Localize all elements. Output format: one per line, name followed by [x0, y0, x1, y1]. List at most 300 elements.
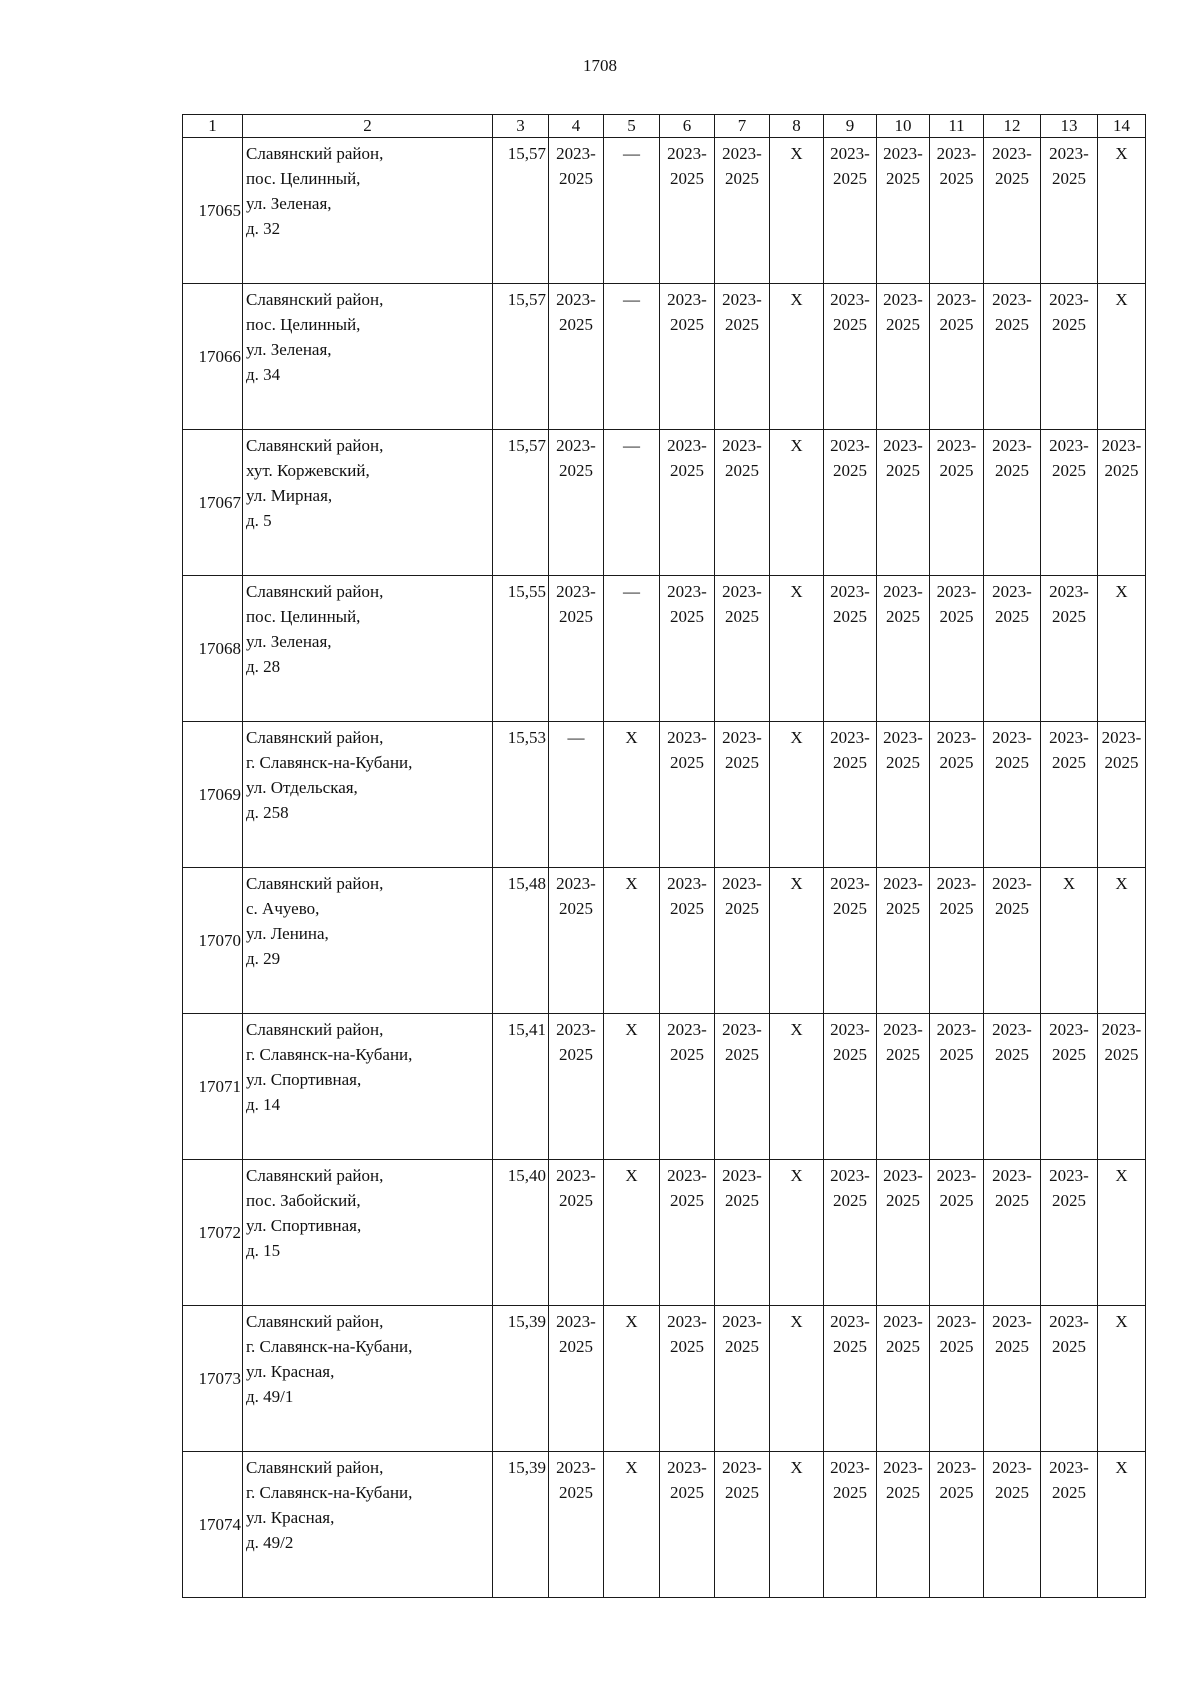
cell-text: X: [1115, 582, 1128, 601]
cell-text: X: [1062, 874, 1076, 893]
table-row: [183, 576, 1146, 722]
address-line: пос. Целинный,: [246, 607, 361, 626]
period-cell-col-7: [715, 1306, 770, 1452]
cell-text: 2023- 2025: [722, 582, 762, 626]
period-cell-col-9: [824, 576, 877, 722]
cell-text: 2023- 2025: [936, 290, 977, 334]
column-header-12: 12: [984, 115, 1041, 138]
cell-text: X: [1115, 290, 1128, 309]
period-cell-col-5: [604, 722, 660, 868]
period-cell-col-7: [715, 138, 770, 284]
period-cell-col-5: [604, 1306, 660, 1452]
address-line: д. 32: [246, 219, 281, 238]
period-cell-col-12: [984, 138, 1041, 284]
address-line: ул. Мирная,: [246, 486, 333, 505]
address-line: д. 29: [246, 949, 281, 968]
cell-text: 2023- 2025: [936, 874, 977, 918]
period-cell-col-12: [984, 284, 1041, 430]
cell-text: 2023- 2025: [667, 874, 707, 918]
period-cell-col-11: [930, 1452, 984, 1598]
row-number-cell: 17072: [183, 1160, 243, 1306]
period-cell-col-6: [660, 1452, 715, 1598]
period-cell-col-13: [1041, 1014, 1098, 1160]
address-line: с. Ачуево,: [246, 899, 320, 918]
period-cell-col-6: [660, 284, 715, 430]
period-cell-col-14: [1098, 284, 1146, 430]
cell-text: —: [623, 582, 640, 601]
row-number-cell: 17069: [183, 722, 243, 868]
table-row: [183, 284, 1146, 430]
cell-text: 2023- 2025: [1049, 1166, 1089, 1210]
cell-text: 2023- 2025: [830, 728, 870, 772]
cell-text: 2023- 2025: [722, 1312, 762, 1356]
period-cell-col-10: [877, 868, 930, 1014]
period-cell-col-6: [660, 1014, 715, 1160]
period-cell-col-7: [715, 722, 770, 868]
address-line: г. Славянск-на-Кубани,: [246, 1045, 413, 1064]
row-number-cell: 17065: [183, 138, 243, 284]
cell-text: 2023- 2025: [722, 728, 762, 772]
period-cell-col-14: [1098, 430, 1146, 576]
period-cell-col-11: [930, 430, 984, 576]
period-cell-col-7: [715, 576, 770, 722]
period-cell-col-11: [930, 1014, 984, 1160]
cell-text: 2023- 2025: [992, 1020, 1032, 1064]
period-cell-col-11: [930, 868, 984, 1014]
period-cell-col-14: [1098, 1452, 1146, 1598]
period-cell-col-10: [877, 722, 930, 868]
cell-text: X: [790, 582, 803, 601]
address-line: ул. Зеленая,: [246, 194, 332, 213]
cell-text: X: [625, 1458, 638, 1477]
table-body: [183, 138, 1146, 1598]
period-cell-col-8: [770, 284, 824, 430]
address-line: Славянский район,: [246, 1458, 384, 1477]
period-cell-col-9: [824, 430, 877, 576]
address-line: д. 15: [246, 1241, 281, 1260]
address-line: пос. Забойский,: [246, 1191, 361, 1210]
cell-text: 2023- 2025: [992, 436, 1032, 480]
period-cell-col-13: [1041, 868, 1098, 1014]
cell-text: 2023- 2025: [1049, 436, 1089, 480]
address-line: д. 49/1: [246, 1387, 294, 1406]
period-cell-col-12: [984, 1014, 1041, 1160]
address-line: г. Славянск-на-Кубани,: [246, 1337, 413, 1356]
cell-text: 2023- 2025: [830, 1166, 870, 1210]
value-cell: 15,40: [493, 1160, 549, 1306]
cell-text: 2023- 2025: [556, 1166, 596, 1210]
period-cell-col-8: [770, 1452, 824, 1598]
cell-text: X: [1115, 144, 1128, 163]
row-number-cell: 17068: [183, 576, 243, 722]
cell-text: 2023- 2025: [992, 728, 1032, 772]
value-cell: 15,57: [493, 284, 549, 430]
cell-text: 2023- 2025: [667, 1166, 707, 1210]
cell-text: 2023- 2025: [667, 582, 707, 626]
period-cell-col-8: [770, 1014, 824, 1160]
cell-text: 2023- 2025: [1049, 728, 1089, 772]
address-line: ул. Ленина,: [246, 924, 329, 943]
cell-text: X: [790, 1458, 803, 1477]
cell-text: 2023- 2025: [936, 728, 977, 772]
cell-text: 2023- 2025: [722, 1166, 762, 1210]
address-line: д. 34: [246, 365, 281, 384]
period-cell-col-4: [549, 868, 604, 1014]
period-cell-col-14: [1098, 722, 1146, 868]
cell-text: 2023- 2025: [830, 290, 870, 334]
period-cell-col-7: [715, 1014, 770, 1160]
cell-text: 2023- 2025: [992, 582, 1032, 626]
cell-text: 2023- 2025: [992, 1458, 1032, 1502]
address-line: Славянский район,: [246, 436, 384, 455]
table-row: [183, 138, 1146, 284]
cell-text: X: [790, 1020, 803, 1039]
address-line: ул. Красная,: [246, 1508, 335, 1527]
address-line: ул. Красная,: [246, 1362, 335, 1381]
column-header-3: 3: [493, 115, 549, 138]
address-line: ул. Спортивная,: [246, 1070, 362, 1089]
cell-text: 2023- 2025: [1049, 144, 1089, 188]
address-cell: [243, 1014, 493, 1160]
period-cell-col-14: [1098, 1014, 1146, 1160]
column-header-1: 1: [183, 115, 243, 138]
cell-text: 2023- 2025: [1049, 1020, 1089, 1064]
cell-text: X: [790, 436, 803, 455]
period-cell-col-10: [877, 1014, 930, 1160]
value-cell: 15,41: [493, 1014, 549, 1160]
period-cell-col-9: [824, 722, 877, 868]
period-cell-col-13: [1041, 1160, 1098, 1306]
cell-text: 2023- 2025: [830, 1020, 870, 1064]
cell-text: 2023- 2025: [667, 1458, 707, 1502]
cell-text: 2023- 2025: [883, 1020, 923, 1064]
address-line: ул. Зеленая,: [246, 632, 332, 651]
address-line: д. 28: [246, 657, 281, 676]
column-header-13: 13: [1041, 115, 1098, 138]
cell-text: 2023- 2025: [936, 582, 977, 626]
address-cell: [243, 284, 493, 430]
period-cell-col-4: [549, 430, 604, 576]
table-row: [183, 1014, 1146, 1160]
address-line: Славянский район,: [246, 728, 384, 747]
address-line: ул. Спортивная,: [246, 1216, 362, 1235]
address-line: г. Славянск-на-Кубани,: [246, 1483, 413, 1502]
row-number-cell: 17073: [183, 1306, 243, 1452]
cell-text: 2023- 2025: [667, 144, 707, 188]
period-cell-col-10: [877, 138, 930, 284]
period-cell-col-7: [715, 284, 770, 430]
period-cell-col-11: [930, 576, 984, 722]
address-line: пос. Целинный,: [246, 315, 361, 334]
period-cell-col-13: [1041, 1306, 1098, 1452]
cell-text: X: [790, 728, 803, 747]
cell-text: 2023- 2025: [830, 1312, 870, 1356]
cell-text: 2023- 2025: [556, 290, 596, 334]
address-line: хут. Коржевский,: [246, 461, 370, 480]
cell-text: 2023- 2025: [992, 144, 1032, 188]
cell-text: 2023- 2025: [722, 290, 762, 334]
cell-text: 2023- 2025: [556, 1020, 596, 1064]
period-cell-col-12: [984, 722, 1041, 868]
period-cell-col-7: [715, 868, 770, 1014]
cell-text: X: [790, 1166, 803, 1185]
value-cell: 15,57: [493, 430, 549, 576]
column-header-9: 9: [824, 115, 877, 138]
address-line: д. 49/2: [246, 1533, 294, 1552]
cell-text: 2023- 2025: [992, 290, 1032, 334]
cell-text: —: [623, 436, 640, 455]
period-cell-col-4: [549, 138, 604, 284]
address-cell: [243, 868, 493, 1014]
value-cell: 15,57: [493, 138, 549, 284]
column-header-2: 2: [243, 115, 493, 138]
period-cell-col-9: [824, 284, 877, 430]
period-cell-col-9: [824, 1306, 877, 1452]
column-header-4: 4: [549, 115, 604, 138]
cell-text: 2023- 2025: [556, 144, 596, 188]
cell-text: 2023- 2025: [1101, 436, 1142, 480]
table-row: [183, 1160, 1146, 1306]
cell-text: X: [1115, 1312, 1128, 1331]
cell-text: 2023- 2025: [667, 1020, 707, 1064]
period-cell-col-10: [877, 430, 930, 576]
period-cell-col-4: [549, 1014, 604, 1160]
period-cell-col-4: [549, 1306, 604, 1452]
period-cell-col-8: [770, 1160, 824, 1306]
address-line: Славянский район,: [246, 144, 384, 163]
period-cell-col-14: [1098, 868, 1146, 1014]
period-cell-col-5: [604, 138, 660, 284]
cell-text: 2023- 2025: [883, 436, 923, 480]
cell-text: X: [1115, 874, 1128, 893]
period-cell-col-10: [877, 1306, 930, 1452]
cell-text: 2023- 2025: [1049, 290, 1089, 334]
period-cell-col-13: [1041, 138, 1098, 284]
cell-text: 2023- 2025: [667, 1312, 707, 1356]
period-cell-col-7: [715, 430, 770, 576]
cell-text: 2023- 2025: [883, 144, 923, 188]
column-header-10: 10: [877, 115, 930, 138]
period-cell-col-8: [770, 868, 824, 1014]
cell-text: 2023- 2025: [722, 874, 762, 918]
address-cell: [243, 1306, 493, 1452]
period-cell-col-12: [984, 576, 1041, 722]
address-line: Славянский район,: [246, 1166, 384, 1185]
cell-text: X: [625, 728, 638, 747]
period-cell-col-14: [1098, 138, 1146, 284]
cell-text: 2023- 2025: [830, 144, 870, 188]
address-cell: [243, 722, 493, 868]
cell-text: 2023- 2025: [936, 1312, 977, 1356]
cell-text: 2023- 2025: [992, 874, 1032, 918]
cell-text: 2023- 2025: [556, 1312, 596, 1356]
cell-text: X: [625, 1312, 638, 1331]
row-number-cell: 17070: [183, 868, 243, 1014]
address-line: д. 14: [246, 1095, 281, 1114]
period-cell-col-7: [715, 1452, 770, 1598]
period-cell-col-11: [930, 1306, 984, 1452]
period-cell-col-5: [604, 868, 660, 1014]
row-number-cell: 17066: [183, 284, 243, 430]
address-line: д. 5: [246, 511, 272, 530]
cell-text: 2023- 2025: [883, 1458, 923, 1502]
period-cell-col-14: [1098, 1306, 1146, 1452]
period-cell-col-4: [549, 1160, 604, 1306]
address-line: д. 258: [246, 803, 289, 822]
period-cell-col-13: [1041, 1452, 1098, 1598]
cell-text: 2023- 2025: [1101, 728, 1142, 772]
period-cell-col-4: [549, 1452, 604, 1598]
cell-text: X: [790, 874, 803, 893]
period-cell-col-11: [930, 284, 984, 430]
cell-text: 2023- 2025: [992, 1166, 1032, 1210]
column-header-7: 7: [715, 115, 770, 138]
cell-text: 2023- 2025: [722, 1020, 762, 1064]
cell-text: —: [567, 728, 585, 747]
period-cell-col-5: [604, 284, 660, 430]
period-cell-col-7: [715, 1160, 770, 1306]
period-cell-col-14: [1098, 576, 1146, 722]
period-cell-col-5: [604, 1014, 660, 1160]
period-cell-col-9: [824, 1452, 877, 1598]
period-cell-col-5: [604, 576, 660, 722]
period-cell-col-13: [1041, 284, 1098, 430]
data-table: [182, 114, 1146, 1598]
address-line: г. Славянск-на-Кубани,: [246, 753, 413, 772]
cell-text: 2023- 2025: [1049, 1458, 1089, 1502]
period-cell-col-12: [984, 868, 1041, 1014]
cell-text: —: [623, 144, 640, 163]
period-cell-col-12: [984, 1306, 1041, 1452]
period-cell-col-6: [660, 1160, 715, 1306]
cell-text: 2023- 2025: [883, 290, 923, 334]
cell-text: 2023- 2025: [556, 1458, 596, 1502]
period-cell-col-8: [770, 722, 824, 868]
cell-text: 2023- 2025: [830, 874, 870, 918]
address-line: Славянский район,: [246, 1020, 384, 1039]
table-row: [183, 722, 1146, 868]
cell-text: X: [1115, 1166, 1128, 1185]
period-cell-col-8: [770, 576, 824, 722]
cell-text: 2023- 2025: [936, 1166, 977, 1210]
period-cell-col-5: [604, 1452, 660, 1598]
period-cell-col-9: [824, 138, 877, 284]
period-cell-col-11: [930, 138, 984, 284]
row-number-cell: 17071: [183, 1014, 243, 1160]
address-cell: [243, 430, 493, 576]
cell-text: X: [790, 1312, 803, 1331]
cell-text: 2023- 2025: [883, 1166, 923, 1210]
column-header-6: 6: [660, 115, 715, 138]
cell-text: X: [625, 874, 638, 893]
cell-text: 2023- 2025: [722, 144, 762, 188]
row-number-cell: 17067: [183, 430, 243, 576]
period-cell-col-5: [604, 1160, 660, 1306]
cell-text: 2023- 2025: [883, 1312, 923, 1356]
cell-text: 2023- 2025: [667, 728, 707, 772]
period-cell-col-10: [877, 1452, 930, 1598]
table-row: [183, 1452, 1146, 1598]
cell-text: 2023- 2025: [556, 582, 596, 626]
period-cell-col-12: [984, 430, 1041, 576]
period-cell-col-8: [770, 138, 824, 284]
cell-text: 2023- 2025: [556, 436, 596, 480]
cell-text: 2023- 2025: [667, 436, 707, 480]
cell-text: 2023- 2025: [830, 582, 870, 626]
period-cell-col-6: [660, 138, 715, 284]
cell-text: 2023- 2025: [936, 1458, 977, 1502]
cell-text: 2023- 2025: [883, 582, 923, 626]
value-cell: 15,48: [493, 868, 549, 1014]
value-cell: 15,53: [493, 722, 549, 868]
header-row: [183, 115, 1146, 138]
cell-text: 2023- 2025: [1101, 1020, 1142, 1064]
cell-text: X: [625, 1166, 638, 1185]
period-cell-col-5: [604, 430, 660, 576]
address-cell: [243, 138, 493, 284]
period-cell-col-13: [1041, 722, 1098, 868]
cell-text: 2023- 2025: [722, 1458, 762, 1502]
period-cell-col-11: [930, 722, 984, 868]
period-cell-col-9: [824, 1160, 877, 1306]
address-line: Славянский район,: [246, 290, 384, 309]
period-cell-col-9: [824, 868, 877, 1014]
period-cell-col-13: [1041, 576, 1098, 722]
address-line: Славянский район,: [246, 1312, 384, 1331]
value-cell: 15,55: [493, 576, 549, 722]
cell-text: 2023- 2025: [883, 874, 923, 918]
cell-text: 2023- 2025: [556, 874, 596, 918]
cell-text: X: [790, 144, 803, 163]
page-number: 1708: [583, 56, 617, 75]
period-cell-col-6: [660, 576, 715, 722]
cell-text: X: [625, 1020, 638, 1039]
column-header-8: 8: [770, 115, 824, 138]
cell-text: X: [1115, 1458, 1128, 1477]
cell-text: 2023- 2025: [936, 1020, 977, 1064]
period-cell-col-11: [930, 1160, 984, 1306]
period-cell-col-6: [660, 868, 715, 1014]
value-cell: 15,39: [493, 1306, 549, 1452]
column-header-5: 5: [604, 115, 660, 138]
table-row: [183, 868, 1146, 1014]
address-cell: [243, 1452, 493, 1598]
column-header-14: 14: [1098, 115, 1146, 138]
cell-text: 2023- 2025: [667, 290, 707, 334]
column-header-11: 11: [930, 115, 984, 138]
cell-text: 2023- 2025: [936, 144, 977, 188]
cell-text: 2023- 2025: [830, 436, 870, 480]
address-line: ул. Отдельская,: [246, 778, 358, 797]
period-cell-col-8: [770, 430, 824, 576]
period-cell-col-14: [1098, 1160, 1146, 1306]
period-cell-col-6: [660, 1306, 715, 1452]
cell-text: 2023- 2025: [1049, 582, 1089, 626]
row-number-cell: 17074: [183, 1452, 243, 1598]
address-line: ул. Зеленая,: [246, 340, 332, 359]
address-cell: [243, 576, 493, 722]
period-cell-col-6: [660, 722, 715, 868]
cell-text: 2023- 2025: [936, 436, 977, 480]
value-cell: 15,39: [493, 1452, 549, 1598]
cell-text: 2023- 2025: [992, 1312, 1032, 1356]
address-line: Славянский район,: [246, 582, 384, 601]
period-cell-col-10: [877, 576, 930, 722]
cell-text: 2023- 2025: [883, 728, 923, 772]
cell-text: —: [623, 290, 640, 309]
period-cell-col-8: [770, 1306, 824, 1452]
period-cell-col-9: [824, 1014, 877, 1160]
